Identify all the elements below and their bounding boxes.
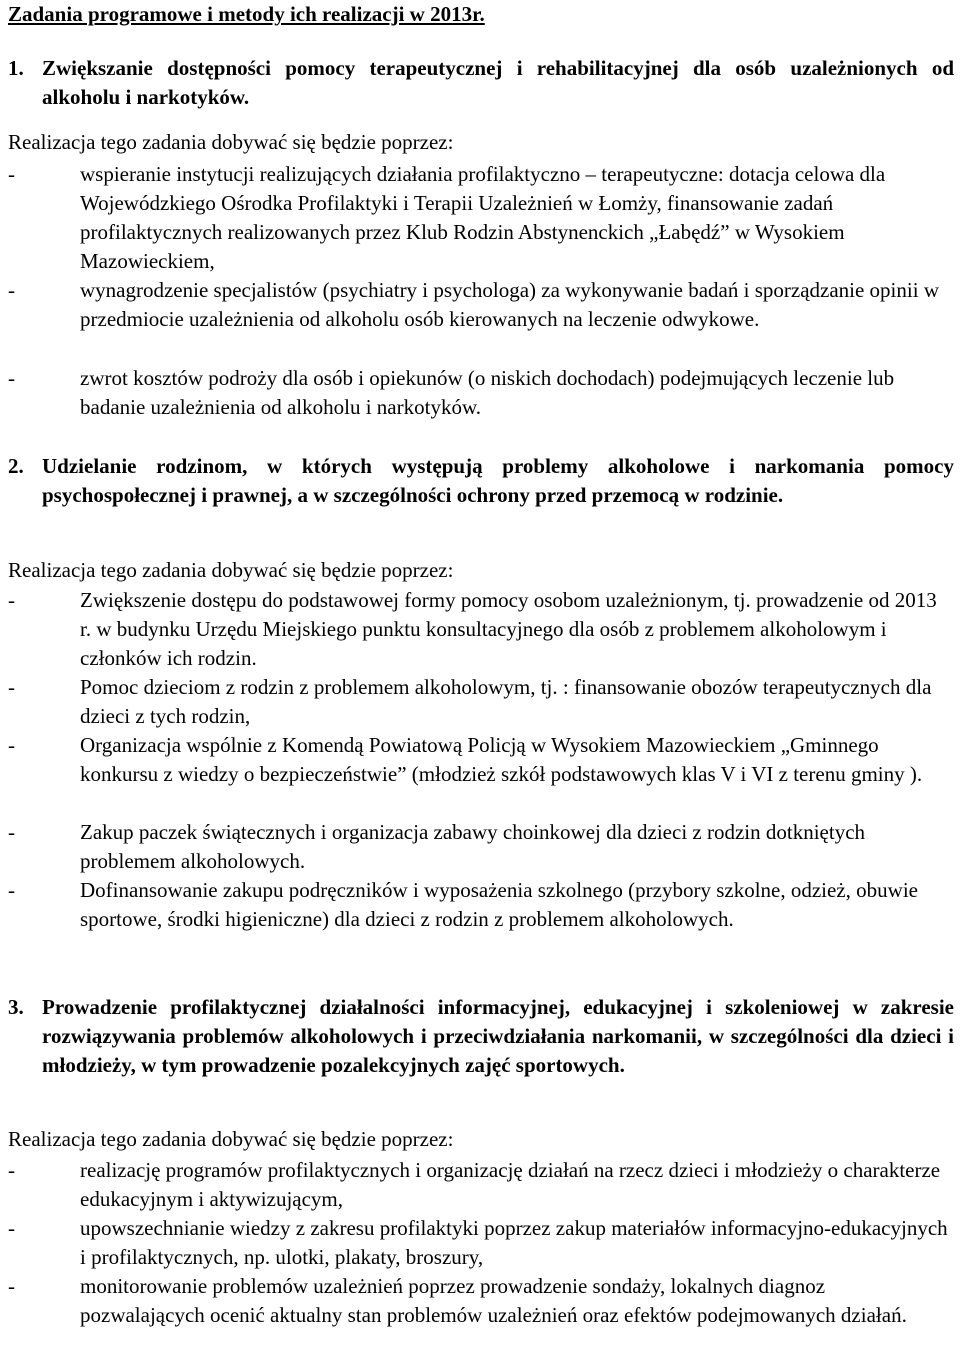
list-item-text: Dofinansowanie zakupu podręczników i wyposażenia szkolnego (przybory szkolne, odzież, obuwie sportowe, środki higieniczne) dla dzieci z rodzin z problemem alkoholowych. [80, 878, 918, 931]
section-1-intro: Realizacja tego zadania dobywać się będzie poprzez: [8, 130, 454, 154]
bullet-dash: - [8, 278, 15, 302]
list-item-text: zwrot kosztów podroży dla osób i opiekunów (o niskich dochodach) podejmujących leczenie lub badanie uzależnienia od alkoholu i narkotyków. [80, 366, 895, 419]
bullet-dash: - [8, 366, 15, 390]
list-item-text: Zakup paczek świątecznych i organizacja zabawy choinkowej dla dzieci z rodzin dotkniętych problemem alkoholowych. [80, 820, 866, 873]
section-2-item-3 [8, 731, 948, 789]
list-item-text: wynagrodzenie specjalistów (psychiatry i psychologa) za wykonywanie badań i sporządzanie opinii w przedmiocie uzależnienia od alkoholu osób kierowanych na leczenie odwykowe. [80, 278, 939, 331]
list-item-text: monitorowanie problemów uzależnień poprzez prowadzenie sondaży, lokalnych diagnoz pozwalających ocenić aktualny stan problemów uzależnień oraz efektów podejmowanych działań. [80, 1274, 907, 1327]
bullet-dash: - [8, 1216, 15, 1240]
bullet-dash: - [8, 733, 15, 757]
section-1-item-1 [8, 160, 948, 276]
bullet-dash: - [8, 1158, 15, 1182]
section-2-number: 2. [8, 454, 24, 478]
section-3-item-3 [8, 1272, 948, 1330]
section-1-item-2 [8, 276, 948, 334]
section-3-intro: Realizacja tego zadania dobywać się będzie poprzez: [8, 1127, 454, 1151]
section-2-intro: Realizacja tego zadania dobywać się będzie poprzez: [8, 558, 454, 582]
section-1-heading-text: Zwiększanie dostępności pomocy terapeutycznej i rehabilitacyjnej dla osób uzależnionych od alkoholu i narkotyków. [42, 56, 954, 109]
bullet-dash: - [8, 878, 15, 902]
list-item-text: Zwiększenie dostępu do podstawowej formy pomocy osobom uzależnionym, tj. prowadzenie od 2013 r. w budynku Urzędu Miejskiego punktu konsultacyjnego dla osób z problemem alkoholowym i członków ich rodzin. [80, 588, 937, 670]
section-2-item-2 [8, 673, 948, 731]
section-2-heading [8, 452, 954, 510]
list-item-text: realizację programów profilaktycznych i organizację działań na rzecz dzieci i młodzieży o charakterze edukacyjnym i aktywizującym, [80, 1158, 941, 1211]
section-3-item-2 [8, 1214, 948, 1272]
document-title: Zadania programowe i metody ich realizacji w 2013r. [8, 2, 485, 26]
section-2-item-4 [8, 818, 948, 876]
section-1-heading [8, 54, 954, 112]
list-item-text: Pomoc dzieciom z rodzin z problemem alkoholowym, tj. : finansowanie obozów terapeutycznych dla dzieci z tych rodzin, [80, 675, 932, 728]
list-item-text: wspieranie instytucji realizujących działania profilaktyczno – terapeutyczne: dotacja celowa dla Wojewódzkiego Ośrodka Profilaktyki i Terapii Uzależnień w Łomży, finansowanie zadań profilaktycznych realizowanych przez Klub Rodzin Abstynenckich „Łabędź” w Wysokiem Mazowieckiem, [80, 162, 886, 273]
bullet-dash: - [8, 588, 15, 612]
bullet-dash: - [8, 820, 15, 844]
section-1-item-3 [8, 364, 948, 422]
bullet-dash: - [8, 1274, 15, 1298]
section-3-item-1 [8, 1156, 948, 1214]
section-3-heading [8, 993, 954, 1080]
bullet-dash: - [8, 675, 15, 699]
list-item-text: upowszechnianie wiedzy z zakresu profilaktyki poprzez zakup materiałów informacyjno-edukacyjnych i profilaktycznych, np. ulotki, plakaty, broszury, [80, 1216, 948, 1269]
section-2-item-5 [8, 876, 948, 934]
section-3-heading-text: Prowadzenie profilaktycznej działalności informacyjnej, edukacyjnej i szkoleniowej w zakresie rozwiązywania problemów alkoholowych i przeciwdziałania narkomanii, w szczególności dla dzieci i młodzieży, w tym prowadzenie pozalekcyjnych zajęć sportowych. [42, 995, 954, 1077]
list-item-text: Organizacja wspólnie z Komendą Powiatową Policją w Wysokiem Mazowieckiem „Gminnego konkursu z wiedzy o bezpieczeństwie” (młodzież szkół podstawowych klas V i VI z terenu gminy ). [80, 733, 923, 786]
section-1-number: 1. [8, 56, 24, 80]
bullet-dash: - [8, 162, 15, 186]
section-3-number: 3. [8, 995, 24, 1019]
section-2-heading-text: Udzielanie rodzinom, w których występują problemy alkoholowe i narkomania pomocy psychospołecznej i prawnej, a w szczególności ochrony przed przemocą w rodzinie. [42, 454, 954, 507]
section-2-item-1 [8, 586, 948, 673]
